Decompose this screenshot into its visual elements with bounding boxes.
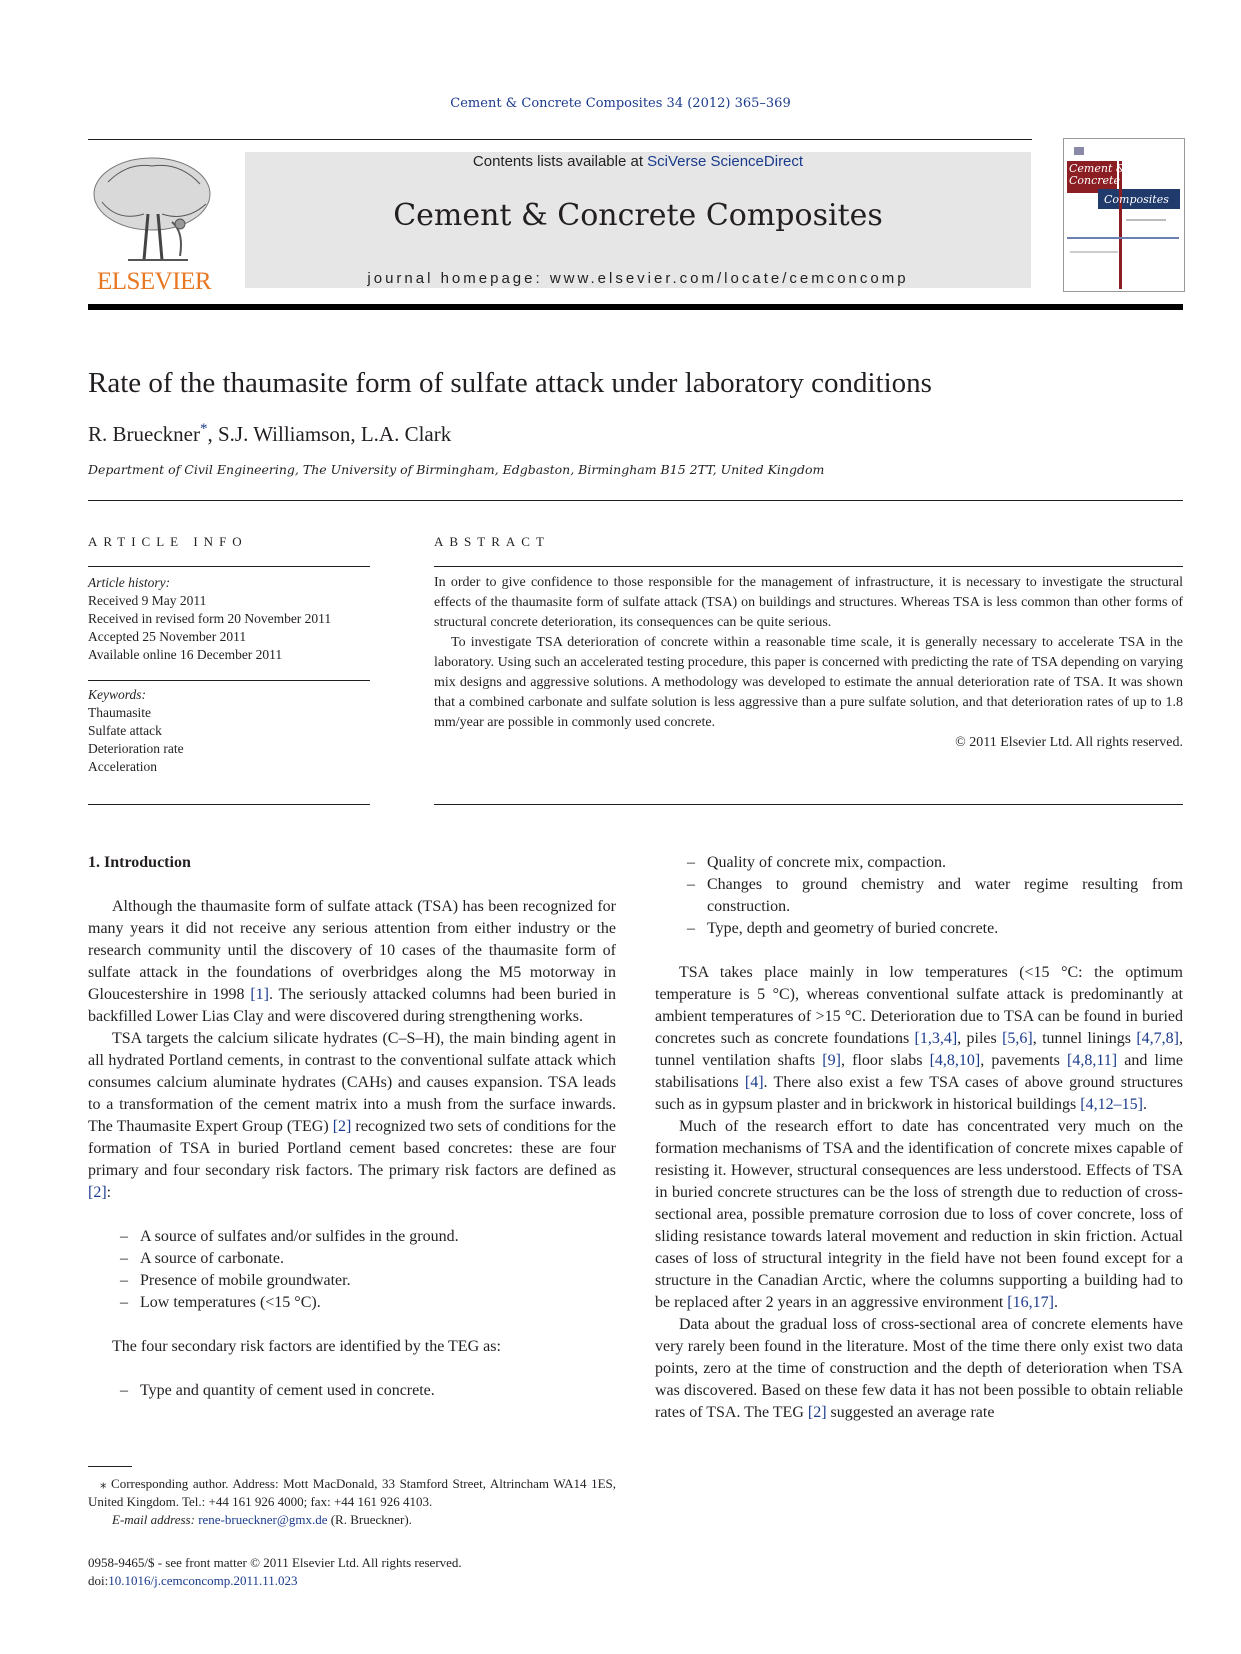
citation-link[interactable]: [5,6]: [1002, 1030, 1033, 1047]
secondary-risk-factors-list: [88, 1380, 616, 1402]
elsevier-logo-text: ELSEVIER: [96, 268, 212, 295]
abstract-paragraph-2: To investigate TSA deterioration of concrete within a reasonable time scale, it is generally necessary to accelerate TSA in the laboratory. Using such an accelerated testing procedure, this paper is concerned with predicting the rate of TSA depending on varying mix designs and aggressive solutions. A methodology was developed to estimate the annual deterioration rate of TSA. It was shown that a combined carbonate and sulfate solution is less aggressive than a pure sulfate solution, and that deterioration rates of up to 1.8 mm/year are possible in commonly used concrete.: [434, 635, 1183, 730]
section-heading-introduction: 1. Introduction: [88, 854, 191, 871]
abstract-bottom-rule: [434, 804, 1183, 805]
cover-title: Cement & Concrete: [1069, 162, 1126, 187]
history-revised: Received in revised form 20 November 2011: [88, 611, 332, 626]
citation-link[interactable]: [2]: [807, 1404, 827, 1421]
citation-link[interactable]: [4,8,10]: [929, 1052, 981, 1069]
keywords-block: [88, 686, 370, 776]
abstract-paragraph-1: In order to give confidence to those responsible for the management of infrastructure, it is necessary to investigate the structural effects of the thaumasite form of sulfate attack (TSA) on buildings and structures. Whereas TSA is less common than other forms of structural concrete deterioration, its consequences can be quite serious.: [434, 575, 1183, 630]
doi-link[interactable]: 10.1016/j.cemconcomp.2011.11.023: [108, 1573, 298, 1588]
intro-paragraph-1: Although the thaumasite form of sulfate attack (TSA) has been recognized for many years it did not receive any serious attention from either industry or the research community until the discovery of 10 cases of the thaumasite form of sulfate attack in the foundations of overbridges along the M5 motorway in Gloucestershire in 1998 [1]. The seriously attacked columns had been buried in backfilled Lower Lias Clay and were discovered during strengthening works.: [88, 898, 617, 1025]
journal-title: Cement & Concrete Composites: [393, 198, 883, 233]
citation-link[interactable]: [2]: [332, 1118, 352, 1135]
citation-link[interactable]: [2]: [88, 1184, 107, 1201]
article-title: Rate of the thaumasite form of sulfate attack under laboratory conditions: [88, 367, 932, 399]
citation-link[interactable]: [9]: [822, 1052, 841, 1069]
keywords-label: Keywords:: [88, 687, 146, 702]
doi-line: doi:10.1016/j.cemconcomp.2011.11.023: [88, 1573, 298, 1588]
right-column: [655, 852, 1183, 1424]
journal-cover-image: [1063, 138, 1185, 292]
cover-title-composites: Composites: [1104, 193, 1169, 206]
abstract-copyright: © 2011 Elsevier Ltd. All rights reserved.: [955, 735, 1183, 750]
citation-link[interactable]: [4,8,11]: [1067, 1052, 1118, 1069]
author-affiliation: Department of Civil Engineering, The University of Birmingham, Edgbaston, Birmingham B15 2TT, United Kingdom: [88, 462, 825, 477]
list-item: – A source of sulfates and/or sulfides in the ground.: [88, 1226, 616, 1248]
issn-line: 0958-9465/$ - see front matter © 2011 Elsevier Ltd. All rights reserved.: [88, 1555, 462, 1570]
body-paragraph-research: Much of the research effort to date has concentrated very much on the formation mechanisms of TSA and the identification of concrete mixes capable of resisting it. However, structural consequences are less understood. Effects of TSA in buried concrete structures can be the loss of strength due to reduction of cross-sectional area, possible premature corrosion due to loss of cover concrete, loss of sliding resistance towards lateral movement and reduction in skin friction. Actual cases of loss of structural integrity in the field have not been found except for a structure in the Canadian Arctic, where the columns supporting a building had to be replaced after 2 years in an aggressive environment [16,17].: [655, 1118, 1183, 1311]
citation-link[interactable]: [4,12–15]: [1080, 1096, 1143, 1113]
body-paragraph-temperature: TSA takes place mainly in low temperatures (<15 °C: the optimum temperature is 5 °C), whereas conventional sulfate attack is predominantly at ambient temperatures of >15 °C. Deterioration due to TSA can be found in buried concretes such as concrete foundations [1,3,4], piles [5,6], tunnel linings [4,7,8], tunnel ventilation shafts [9], floor slabs [4,8,10], pavements [4,8,11] and lime stabilisations [4]. There also exist a few TSA cases of above ground structures such as in gypsum plaster and in brickwork in historical buildings [4,12–15].: [655, 964, 1183, 1113]
footnote-email: E-mail address: rene-brueckner@gmx.de (R. Brueckner).: [112, 1512, 412, 1527]
article-info-bottom-rule: [88, 804, 370, 805]
primary-risk-factors-list: [88, 1226, 616, 1314]
abstract-body: [434, 573, 1183, 753]
contents-line: [245, 153, 1031, 170]
citation-link[interactable]: [16,17]: [1007, 1294, 1054, 1311]
keyword-item: Acceleration: [88, 759, 157, 774]
list-item: – A source of carbonate.: [88, 1248, 616, 1270]
keyword-item: Deterioration rate: [88, 741, 184, 756]
left-column: [88, 852, 616, 1402]
contents-prefix: Contents lists available at: [472, 153, 648, 170]
list-item: – Quality of concrete mix, compaction.: [655, 852, 1183, 874]
author-list: [88, 421, 451, 447]
footnote-rule: [88, 1466, 132, 1467]
front-matter-info: [88, 1554, 616, 1590]
journal-reference[interactable]: Cement & Concrete Composites 34 (2012) 365–369: [450, 96, 791, 111]
history-received: Received 9 May 2011: [88, 593, 207, 608]
article-history-label: Article history:: [88, 575, 171, 590]
list-item: – Changes to ground chemistry and water regime resulting from construction.: [655, 874, 1183, 918]
list-item: – Type and quantity of cement used in concrete.: [88, 1380, 616, 1402]
keyword-item: Sulfate attack: [88, 723, 162, 738]
secondary-risk-intro: The four secondary risk factors are identified by the TEG as:: [112, 1338, 501, 1355]
history-online: Available online 16 December 2011: [88, 647, 283, 662]
corresponding-author-footnote: [88, 1475, 616, 1529]
body-paragraph-data: Data about the gradual loss of cross-sectional area of concrete elements have very rarely been found in the literature. Most of the time there only exist two data points, zero at the time of construction and the depth of deterioration when TSA was discovered. Based on these few data it has not been possible to obtain reliable rates of TSA. The TEG [2] suggested an average rate: [655, 1316, 1183, 1421]
list-item: – Type, depth and geometry of buried concrete.: [655, 918, 1183, 940]
journal-homepage[interactable]: journal homepage: www.elsevier.com/locate/cemconcomp: [367, 270, 909, 287]
citation-link[interactable]: [4]: [744, 1074, 764, 1091]
masthead-bottom-rule: [88, 304, 1183, 310]
sciencedirect-link[interactable]: SciVerse ScienceDirect: [647, 153, 804, 170]
author-email-link[interactable]: rene-brueckner@gmx.de: [198, 1512, 328, 1527]
keyword-item: Thaumasite: [88, 705, 151, 720]
citation-link[interactable]: [4,7,8]: [1136, 1030, 1179, 1047]
history-accepted: Accepted 25 November 2011: [88, 629, 247, 644]
header-rule: [88, 139, 1032, 140]
citation-link[interactable]: [1,3,4]: [914, 1030, 958, 1047]
list-item: – Low temperatures (<15 °C).: [88, 1292, 616, 1314]
article-history: [88, 574, 370, 664]
article-info-heading: ARTICLE INFO: [88, 534, 248, 549]
keywords-rule: [88, 680, 370, 681]
title-rule: [88, 500, 1183, 501]
footnote-text: ⁎ Corresponding author. Address: Mott MacDonald, 33 Stamford Street, Altrincham WA14 1ES, United Kingdom. Tel.: +44 161 926 4000; fax: +44 161 926 4103.: [88, 1476, 616, 1509]
author-name-1: R. Brueckner: [88, 422, 200, 446]
corresponding-author-mark[interactable]: *: [199, 421, 208, 437]
intro-paragraph-2: TSA targets the calcium silicate hydrates (C–S–H), the main binding agent in all hydrated Portland cements, in contrast to the conventional sulfate attack which consumes calcium aluminate hydrates (CAHs) and causes expansion. TSA leads to a transformation of the cement matrix into a mush from the surface inwards. The Thaumasite Expert Group (TEG) [2] recognized two sets of conditions for the formation of TSA in buried Portland cement based concretes: these are four primary and four secondary risk factors. The primary risk factors are defined as [2]:: [88, 1030, 617, 1201]
secondary-risk-factors-continued: [655, 852, 1183, 940]
citation-link[interactable]: [1]: [250, 986, 269, 1003]
author-names-rest: , S.J. Williamson, L.A. Clark: [207, 422, 452, 446]
article-info-rule: [88, 566, 370, 567]
list-item: – Presence of mobile groundwater.: [88, 1270, 616, 1292]
abstract-rule: [434, 566, 1183, 567]
abstract-heading: ABSTRACT: [434, 534, 550, 549]
